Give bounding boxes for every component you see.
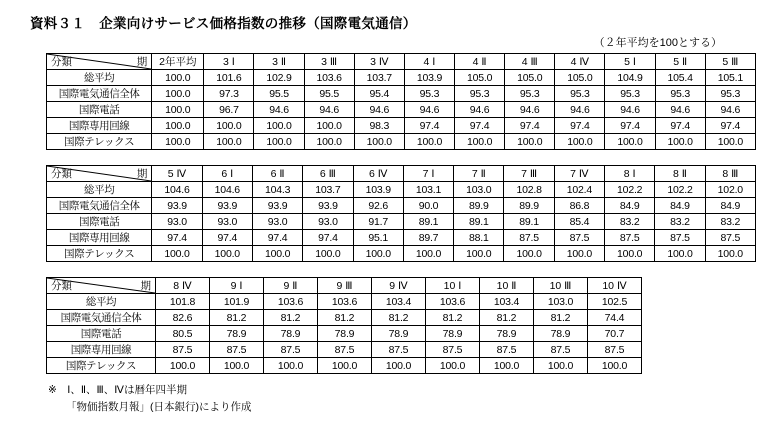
column-header: 4 Ⅲ xyxy=(505,54,555,70)
table-cell: 87.5 xyxy=(210,342,264,358)
table-header-row xyxy=(47,278,642,294)
table-cell: 100.0 xyxy=(304,118,354,134)
table-cell: 97.4 xyxy=(303,230,353,246)
page-title xyxy=(30,12,756,32)
column-header: 7 Ⅲ xyxy=(504,166,554,182)
column-header: 3 Ⅳ xyxy=(354,54,404,70)
table-cell: 104.6 xyxy=(202,182,252,198)
table-cell: 94.6 xyxy=(655,102,705,118)
table-period-1 xyxy=(46,53,756,150)
table-spacer xyxy=(14,150,756,165)
table-cell: 95.3 xyxy=(605,86,655,102)
column-header: 10 Ⅲ xyxy=(534,278,588,294)
table-cell: 86.8 xyxy=(554,198,604,214)
table-cell: 90.0 xyxy=(403,198,453,214)
table-cell: 89.1 xyxy=(454,214,504,230)
table-corner-cell xyxy=(47,166,152,182)
row-header: 国際テレックス xyxy=(47,358,156,374)
table-cell: 87.5 xyxy=(705,230,755,246)
table-cell: 100.0 xyxy=(152,134,204,150)
table-cell: 93.0 xyxy=(152,214,202,230)
table-cell: 81.2 xyxy=(372,310,426,326)
table-cell: 101.9 xyxy=(210,294,264,310)
classification-label: 分類 xyxy=(51,280,72,292)
classification-label: 分類 xyxy=(51,168,72,180)
table-cell: 100.0 xyxy=(554,246,604,262)
table-cell: 101.6 xyxy=(204,70,254,86)
table-cell: 103.4 xyxy=(480,294,534,310)
table-cell: 103.6 xyxy=(304,70,354,86)
table-row xyxy=(47,214,756,230)
table-corner-cell xyxy=(47,54,152,70)
column-header: 5 Ⅰ xyxy=(605,54,655,70)
column-header: 7 Ⅳ xyxy=(554,166,604,182)
column-header: 8 Ⅲ xyxy=(705,166,755,182)
table-cell: 78.9 xyxy=(264,326,318,342)
table-cell: 100.0 xyxy=(480,358,534,374)
table-cell: 103.9 xyxy=(404,70,454,86)
table-cell: 94.6 xyxy=(254,102,304,118)
table-cell: 94.6 xyxy=(705,102,755,118)
table-cell: 91.7 xyxy=(353,214,403,230)
table-cell: 103.1 xyxy=(403,182,453,198)
table-cell: 88.1 xyxy=(454,230,504,246)
table-cell: 100.0 xyxy=(588,358,642,374)
table-cell: 80.5 xyxy=(156,326,210,342)
table-cell: 82.6 xyxy=(156,310,210,326)
table-cell: 94.6 xyxy=(555,102,605,118)
table-cell: 78.9 xyxy=(318,326,372,342)
table-cell: 100.0 xyxy=(605,134,655,150)
table-cell: 105.0 xyxy=(455,70,505,86)
column-header: 10 Ⅱ xyxy=(480,278,534,294)
row-header: 国際電気通信全体 xyxy=(47,198,152,214)
table-cell: 100.0 xyxy=(404,134,454,150)
table-cell: 100.0 xyxy=(152,70,204,86)
row-header: 総平均 xyxy=(47,70,152,86)
table-cell: 105.4 xyxy=(655,70,705,86)
table-cell: 100.0 xyxy=(455,134,505,150)
table-cell: 100.0 xyxy=(152,86,204,102)
table-cell: 100.0 xyxy=(655,246,705,262)
table-cell: 105.0 xyxy=(505,70,555,86)
table-row xyxy=(47,326,642,342)
table-cell: 100.0 xyxy=(254,134,304,150)
table-cell: 103.4 xyxy=(372,294,426,310)
column-header: 3 Ⅲ xyxy=(304,54,354,70)
column-header: 3 Ⅱ xyxy=(254,54,304,70)
column-header: 8 Ⅱ xyxy=(655,166,705,182)
table-cell: 89.9 xyxy=(504,198,554,214)
row-header: 国際電気通信全体 xyxy=(47,86,152,102)
row-header: 国際電話 xyxy=(47,102,152,118)
column-header: 9 Ⅱ xyxy=(264,278,318,294)
table-cell: 97.4 xyxy=(152,230,202,246)
table-cell: 97.4 xyxy=(555,118,605,134)
table-cell: 93.9 xyxy=(303,198,353,214)
table-cell: 89.9 xyxy=(454,198,504,214)
table-cell: 100.0 xyxy=(204,134,254,150)
table-row xyxy=(47,70,756,86)
table-cell: 95.3 xyxy=(455,86,505,102)
column-header: 4 Ⅰ xyxy=(404,54,454,70)
column-header: 10 Ⅰ xyxy=(426,278,480,294)
table-cell: 100.0 xyxy=(705,246,755,262)
column-header: 7 Ⅱ xyxy=(454,166,504,182)
row-header: 国際電話 xyxy=(47,214,152,230)
table-cell: 95.3 xyxy=(505,86,555,102)
row-header: 国際専用回線 xyxy=(47,342,156,358)
table-cell: 100.0 xyxy=(372,358,426,374)
table-cell: 83.2 xyxy=(605,214,655,230)
table-row xyxy=(47,310,642,326)
table-cell: 104.9 xyxy=(605,70,655,86)
column-header: 4 Ⅱ xyxy=(455,54,505,70)
table-cell: 94.6 xyxy=(304,102,354,118)
table-row xyxy=(47,246,756,262)
column-header: 6 Ⅲ xyxy=(303,166,353,182)
table-cell: 100.0 xyxy=(264,358,318,374)
table-cell: 97.3 xyxy=(204,86,254,102)
period-label: 期 xyxy=(136,56,148,68)
column-header: 4 Ⅳ xyxy=(555,54,605,70)
table-cell: 100.0 xyxy=(252,246,302,262)
column-header: 6 Ⅰ xyxy=(202,166,252,182)
table-cell: 105.1 xyxy=(705,70,755,86)
table-cell: 102.5 xyxy=(588,294,642,310)
table-cell: 87.5 xyxy=(426,342,480,358)
table-cell: 100.0 xyxy=(204,118,254,134)
table-cell: 87.5 xyxy=(605,230,655,246)
table-period-2 xyxy=(46,165,756,262)
footnote-2: 「物価指数月報」(日本銀行)により作成 xyxy=(66,401,252,413)
footnote-1: ※ Ⅰ、Ⅱ、Ⅲ、Ⅳは暦年四半期 xyxy=(48,384,187,396)
column-header: 6 Ⅱ xyxy=(252,166,302,182)
table-cell: 105.0 xyxy=(555,70,605,86)
table-row xyxy=(47,358,642,374)
table-row xyxy=(47,294,642,310)
table-cell: 100.0 xyxy=(156,358,210,374)
table-cell: 100.0 xyxy=(555,134,605,150)
table-cell: 103.0 xyxy=(454,182,504,198)
table-cell: 81.2 xyxy=(480,310,534,326)
table-cell: 102.0 xyxy=(705,182,755,198)
table-cell: 104.3 xyxy=(252,182,302,198)
table-cell: 100.0 xyxy=(655,134,705,150)
table-cell: 93.9 xyxy=(252,198,302,214)
table-cell: 84.9 xyxy=(655,198,705,214)
table-cell: 94.6 xyxy=(354,102,404,118)
classification-label: 分類 xyxy=(51,56,72,68)
table-cell: 94.6 xyxy=(455,102,505,118)
table-cell: 93.0 xyxy=(202,214,252,230)
table-cell: 81.2 xyxy=(426,310,480,326)
document-number: 資料３１ xyxy=(30,16,86,31)
table-cell: 87.5 xyxy=(588,342,642,358)
table-cell: 87.5 xyxy=(372,342,426,358)
table-cell: 78.9 xyxy=(210,326,264,342)
table-cell: 95.1 xyxy=(353,230,403,246)
table-spacer xyxy=(14,262,756,277)
table-header-row xyxy=(47,166,756,182)
table-cell: 102.8 xyxy=(504,182,554,198)
table-cell: 100.0 xyxy=(403,246,453,262)
table-cell: 100.0 xyxy=(705,134,755,150)
table-cell: 103.0 xyxy=(534,294,588,310)
table-cell: 78.9 xyxy=(372,326,426,342)
table-cell: 97.4 xyxy=(655,118,705,134)
column-header: 8 Ⅰ xyxy=(605,166,655,182)
table-cell: 95.3 xyxy=(555,86,605,102)
row-header: 国際専用回線 xyxy=(47,230,152,246)
table-cell: 89.7 xyxy=(403,230,453,246)
table-cell: 100.0 xyxy=(152,246,202,262)
table-cell: 94.6 xyxy=(505,102,555,118)
table-cell: 100.0 xyxy=(202,246,252,262)
table-cell: 97.4 xyxy=(705,118,755,134)
table-cell: 94.6 xyxy=(404,102,454,118)
row-header: 国際テレックス xyxy=(47,246,152,262)
table-cell: 97.4 xyxy=(252,230,302,246)
table-cell: 85.4 xyxy=(554,214,604,230)
row-header: 総平均 xyxy=(47,182,152,198)
column-header: 6 Ⅳ xyxy=(353,166,403,182)
table-cell: 100.0 xyxy=(210,358,264,374)
column-header: 9 Ⅲ xyxy=(318,278,372,294)
table-cell: 78.9 xyxy=(426,326,480,342)
table-cell: 102.4 xyxy=(554,182,604,198)
table-cell: 95.5 xyxy=(304,86,354,102)
table-cell: 87.5 xyxy=(554,230,604,246)
table-cell: 100.0 xyxy=(504,246,554,262)
table-cell: 70.7 xyxy=(588,326,642,342)
table-cell: 81.2 xyxy=(534,310,588,326)
table-cell: 87.5 xyxy=(504,230,554,246)
table-cell: 93.9 xyxy=(202,198,252,214)
table-cell: 83.2 xyxy=(705,214,755,230)
table-cell: 100.0 xyxy=(152,102,204,118)
table-row xyxy=(47,86,756,102)
period-label: 期 xyxy=(136,168,148,180)
column-header: 5 Ⅲ xyxy=(705,54,755,70)
table-cell: 95.3 xyxy=(705,86,755,102)
table-header-row xyxy=(47,54,756,70)
table-cell: 89.1 xyxy=(403,214,453,230)
table-cell: 103.9 xyxy=(353,182,403,198)
table-cell: 97.4 xyxy=(202,230,252,246)
column-header: 3 Ⅰ xyxy=(204,54,254,70)
table-cell: 100.0 xyxy=(254,118,304,134)
table-cell: 102.2 xyxy=(655,182,705,198)
column-header: 7 Ⅰ xyxy=(403,166,453,182)
table-cell: 74.4 xyxy=(588,310,642,326)
table-row xyxy=(47,182,756,198)
table-cell: 100.0 xyxy=(505,134,555,150)
table-cell: 93.9 xyxy=(152,198,202,214)
table-cell: 92.6 xyxy=(353,198,403,214)
table-cell: 102.9 xyxy=(254,70,304,86)
table-cell: 95.3 xyxy=(404,86,454,102)
table-cell: 103.6 xyxy=(318,294,372,310)
table-cell: 87.5 xyxy=(480,342,534,358)
table-cell: 87.5 xyxy=(156,342,210,358)
table-cell: 103.7 xyxy=(354,70,404,86)
row-header: 国際電気通信全体 xyxy=(47,310,156,326)
table-cell: 96.7 xyxy=(204,102,254,118)
table-row xyxy=(47,134,756,150)
table-cell: 87.5 xyxy=(655,230,705,246)
table-cell: 87.5 xyxy=(264,342,318,358)
table-cell: 100.0 xyxy=(454,246,504,262)
table-cell: 103.6 xyxy=(264,294,318,310)
table-cell: 83.2 xyxy=(655,214,705,230)
table-cell: 95.5 xyxy=(254,86,304,102)
table-cell: 81.2 xyxy=(210,310,264,326)
table-cell: 100.0 xyxy=(318,358,372,374)
table-row xyxy=(47,118,756,134)
table-corner-cell xyxy=(47,278,156,294)
footnotes xyxy=(48,382,756,416)
table-cell: 78.9 xyxy=(480,326,534,342)
table-cell: 81.2 xyxy=(318,310,372,326)
column-header: 2年平均 xyxy=(152,54,204,70)
row-header: 総平均 xyxy=(47,294,156,310)
table-cell: 93.0 xyxy=(303,214,353,230)
table-cell: 100.0 xyxy=(605,246,655,262)
table-cell: 103.7 xyxy=(303,182,353,198)
table-cell: 100.0 xyxy=(303,246,353,262)
table-cell: 84.9 xyxy=(705,198,755,214)
table-row xyxy=(47,230,756,246)
table-cell: 84.9 xyxy=(605,198,655,214)
table-cell: 102.2 xyxy=(605,182,655,198)
column-header: 8 Ⅳ xyxy=(156,278,210,294)
column-header: 5 Ⅱ xyxy=(655,54,705,70)
table-cell: 104.6 xyxy=(152,182,202,198)
row-header: 国際テレックス xyxy=(47,134,152,150)
table-cell: 97.4 xyxy=(404,118,454,134)
table-cell: 87.5 xyxy=(318,342,372,358)
table-cell: 101.8 xyxy=(156,294,210,310)
column-header: 5 Ⅳ xyxy=(152,166,202,182)
column-header: 10 Ⅳ xyxy=(588,278,642,294)
table-cell: 95.4 xyxy=(354,86,404,102)
column-header: 9 Ⅰ xyxy=(210,278,264,294)
table-cell: 103.6 xyxy=(426,294,480,310)
table-cell: 100.0 xyxy=(152,118,204,134)
document-title: 企業向けサービス価格指数の推移（国際電気通信） xyxy=(99,16,417,31)
table-cell: 93.0 xyxy=(252,214,302,230)
table-cell: 95.3 xyxy=(655,86,705,102)
table-row xyxy=(47,342,642,358)
table-cell: 94.6 xyxy=(605,102,655,118)
column-header: 9 Ⅳ xyxy=(372,278,426,294)
table-cell: 97.4 xyxy=(505,118,555,134)
table-cell: 87.5 xyxy=(534,342,588,358)
table-cell: 98.3 xyxy=(354,118,404,134)
table-cell: 100.0 xyxy=(426,358,480,374)
table-cell: 78.9 xyxy=(534,326,588,342)
row-header: 国際専用回線 xyxy=(47,118,152,134)
table-cell: 100.0 xyxy=(354,134,404,150)
table-cell: 81.2 xyxy=(264,310,318,326)
table-period-3 xyxy=(46,277,642,374)
table-cell: 100.0 xyxy=(304,134,354,150)
table-cell: 100.0 xyxy=(534,358,588,374)
table-row xyxy=(47,198,756,214)
table-cell: 89.1 xyxy=(504,214,554,230)
table-cell: 97.4 xyxy=(605,118,655,134)
base-note: （２年平均を100とする） xyxy=(593,37,722,49)
row-header: 国際電話 xyxy=(47,326,156,342)
table-cell: 97.4 xyxy=(455,118,505,134)
period-label: 期 xyxy=(140,280,151,292)
table-cell: 100.0 xyxy=(353,246,403,262)
table-row xyxy=(47,102,756,118)
